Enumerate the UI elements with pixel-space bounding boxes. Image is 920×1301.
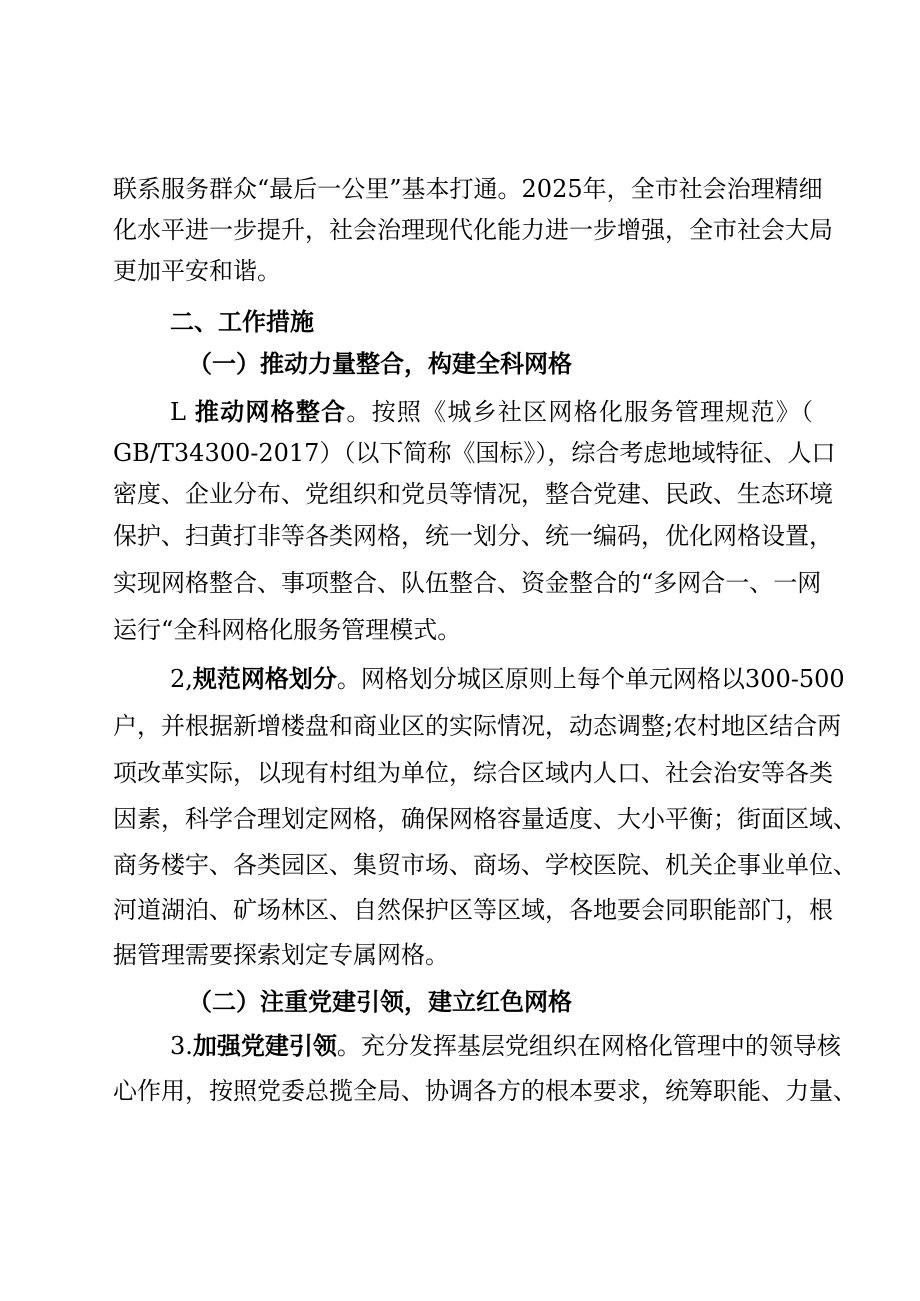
- item-1-line-3: 密度、企业分布、党组织和党员等情况，整合党建、民政、生态环境: [113, 480, 833, 508]
- item-2-line-7: 据管理需要探索划定专属网格。: [113, 941, 449, 969]
- item-2-line-3: 项改革实际，以现有村组为单位，综合区域内人口、社会治安等各类: [113, 759, 833, 787]
- item-3-title: 加强党建引领: [192, 1031, 337, 1060]
- item-3-text: 。充分发挥基层党组织在网格化管理中的领导核: [336, 1032, 841, 1060]
- p1-line-2: 化水平进一步提升，社会治理现代化能力进一步增强，全市社会大局: [113, 216, 833, 244]
- item-2-number: 2,: [170, 665, 193, 693]
- item-2-line-2: 户，并根据新增楼盘和商业区的实际情况，动态调整;农村地区结合两: [113, 712, 842, 740]
- item-1-line-6: 运行“全科网格化服务管理模式。: [113, 616, 462, 644]
- item-1-line-2: GB/T34300-2017）（以下简称《国标》），综合考虑地域特征、人口: [113, 439, 836, 467]
- subsection-1-title: （一）推动力量整合，构建全科网格: [188, 349, 572, 378]
- item-2-text: 。网格划分城区原则上每个单元网格以300-500: [336, 665, 845, 693]
- item-2-line-6: 河道湖泊、矿场林区、自然保护区等区域，各地要会同职能部门，根: [113, 896, 833, 924]
- section-2-title: 二、工作措施: [170, 307, 314, 336]
- item-1-text: 。按照《城乡社区网格化服务管理规范》（: [346, 398, 813, 426]
- item-3-number: 3.: [170, 1032, 193, 1060]
- item-1-line-1: [170, 396, 813, 428]
- p1-line-1: 联系服务群众“最后一公里”基本打通。2025年，全市社会治理精细: [113, 175, 823, 203]
- subsection-2-title: （二）注重党建引领，建立红色网格: [188, 987, 572, 1016]
- item-1-number: L: [170, 398, 186, 426]
- item-3-line-1: [170, 1030, 841, 1062]
- item-2-line-5: 商务楼宇、各类园区、集贸市场、商场、学校医院、机关企事业单位、: [113, 851, 857, 879]
- item-2-line-4: 因素，科学合理划定网格，确保网格容量适度、大小平衡；街面区域、: [113, 805, 857, 833]
- item-1-line-5: 实现网格整合、事项整合、队伍整合、资金整合的“多网合一、一网: [113, 569, 822, 597]
- p1-line-3: 更加平安和谐。: [113, 257, 281, 285]
- item-1-line-4: 保护、扫黄打非等各类网格，统一划分、统一编码，优化网格设置，: [113, 522, 833, 550]
- item-3-line-2: 心作用，按照党委总揽全局、协调各方的根本要求，统筹职能、力量、: [113, 1077, 857, 1105]
- item-2-line-1: [170, 663, 845, 695]
- item-1-title: 推动网格整合: [194, 397, 347, 426]
- item-2-title: 规范网格划分: [192, 664, 337, 693]
